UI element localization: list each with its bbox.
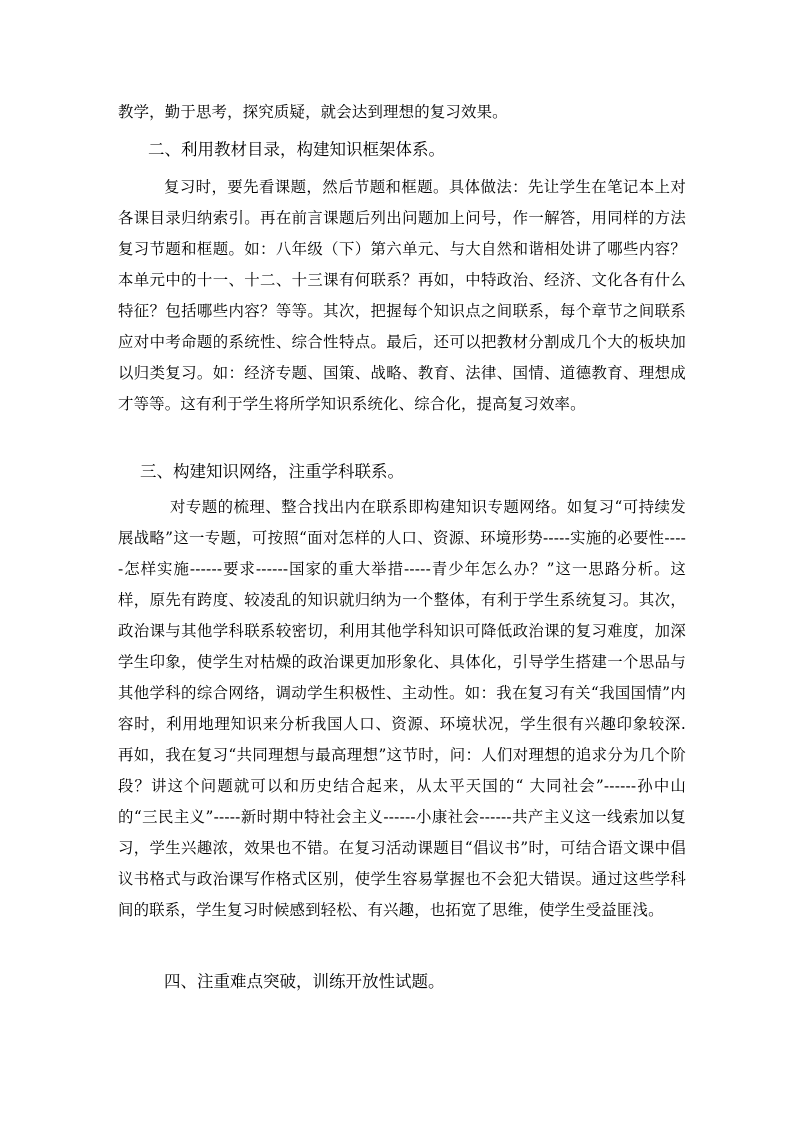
section-heading-4: 四、注重难点突破，训练开放性试题。	[164, 972, 445, 991]
section-body-3	[118, 492, 686, 926]
section-heading-2: 二、利用教材目录，构建知识框架体系。	[148, 140, 445, 159]
intro-text: 教学，勤于思考，探究质疑，就会达到理想的复习效果。	[118, 103, 508, 121]
section-body-3-text: 对专题的梳理、整合找出内在联系即构建知识专题网络。如复习“可持续发展战略”这一专题，可按照“面对怎样的人口、资源、环境形势-----实施的必要性-----怎样实施------要求------国家的重大举措-----青少年怎么办？”这一思路分析。这样，原先有跨度、较凌乱的知识就归纳为一个整体，有利于学生系统复习。其次，政治课与其他学科联系较密切，利用其他学科知识可降低政治课的复习难度，加深学生印象，使学生对枯燥的政治课更加形象化、具体化，引导学生搭建一个思品与其他学科的综合网络，调动学生积极性、主动性。如：我在复习有关“我国国情”内容时，利用地理知识来分析我国人口、资源、环境状况，学生很有兴趣印象较深. 再如，我在复习“共同理想与最高理想”这节时，问：人们对理想的追求分为几个阶段？讲这个问题就可以和历史结合起来，从太平天国的“ 大同社会”------孙中山的“三民主义”-----新时期中特社会主义------小康社会------共产主义这一线索加以复习，学生兴趣浓，效果也不错。在复习活动课题目“倡议书”时，可结合语文课中倡议书格式与政治课写作格式区别，使学生容易掌握也不会犯大错误。通过这些学科间的联系，学生复习时候感到轻松、有兴趣，也拓宽了思维，使学生受益匪浅。	[118, 498, 686, 919]
section-body-2-text: 复习时，要先看课题，然后节题和框题。具体做法：先让学生在笔记本上对各课目录归纳索引。再在前言课题后列出问题加上问号，作一解答，用同样的方法复习节题和框题。如：八年级（下）第六单元、与大自然和谐相处讲了哪些内容？本单元中的十一、十二、十三课有何联系？再如，中特政治、经济、文化各有什么特征？包括哪些内容？等等。其次，把握每个知识点之间联系，每个章节之间联系应对中考命题的系统性、综合性特点。最后，还可以把教材分割成几个大的板块加以归类复习。如：经济专题、国策、战略、教育、法律、国情、道德教育、理想成才等等。这有利于学生将所学知识系统化、综合化，提高复习效率。	[118, 178, 686, 413]
intro-paragraph	[118, 97, 686, 128]
section-body-2	[118, 172, 686, 420]
section-heading-3: 三、构建知识网络，注重学科联系。	[140, 462, 404, 481]
